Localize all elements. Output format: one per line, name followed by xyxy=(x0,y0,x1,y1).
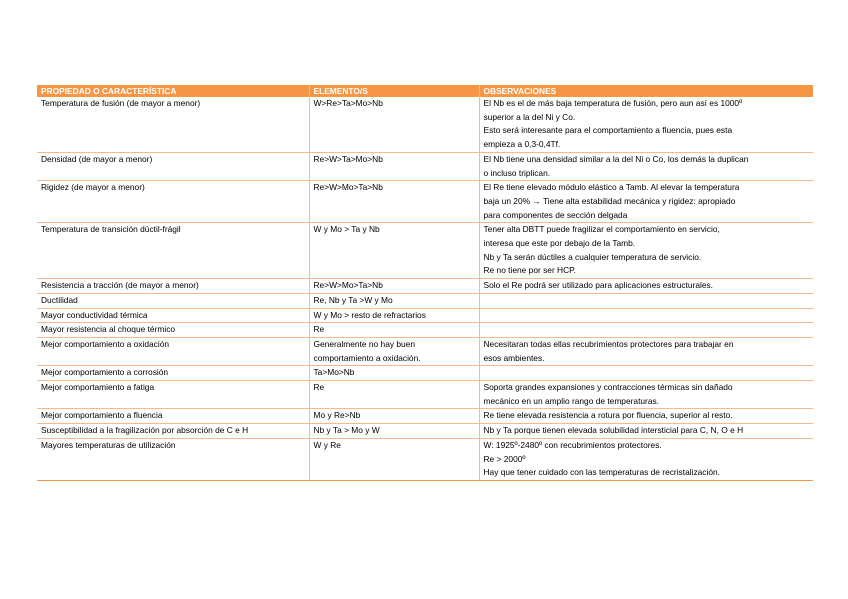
property-cell: Mayor resistencia al choque térmico xyxy=(37,323,309,338)
elements-cell xyxy=(309,97,479,152)
observations-cell xyxy=(479,323,813,338)
elements-cell xyxy=(309,337,479,365)
elements-cell xyxy=(309,366,479,381)
elements-line: comportamiento a oxidación. xyxy=(313,352,421,363)
elements-line: W>Re>Ta>Mo>Nb xyxy=(313,98,383,108)
observations-cell xyxy=(479,223,813,279)
observations-cell xyxy=(479,308,813,323)
table-row xyxy=(37,366,813,381)
property-cell: Rigidez (de mayor a menor) xyxy=(37,181,309,223)
observation-line: El Nb tiene una densidad similar a la del Ni o Co, los demás la duplican xyxy=(483,153,749,164)
elements-cell xyxy=(309,323,479,338)
observation-line: interesa que este por debajo de la Tamb. xyxy=(483,238,636,249)
observation-line: Solo el Re podrá ser utilizado para aplicaciones estructurales. xyxy=(483,280,714,291)
property-cell: Mayor conductividad térmica xyxy=(37,308,309,323)
observation-line: W: 1925º-2480º con recubrimientos protectores. xyxy=(483,439,662,450)
table-row xyxy=(37,337,813,365)
elements-cell xyxy=(309,223,479,279)
observations-cell xyxy=(479,366,813,381)
observation-line: Tener alta DBTT puede fragilizar el comportamiento en servicio, xyxy=(483,224,720,235)
observation-line: baja un 20% → Tiene alta estabilidad mecánica y rigidez: apropiado xyxy=(483,195,736,206)
property-cell: Densidad (de mayor a menor) xyxy=(37,152,309,180)
elements-cell xyxy=(309,438,479,480)
table-row xyxy=(37,424,813,439)
elements-line: Nb y Ta > Mo y W xyxy=(313,425,380,436)
elements-line: Ta>Mo>Nb xyxy=(313,367,355,378)
property-cell: Mejor comportamiento a fatiga xyxy=(37,381,309,409)
elements-line: W y Mo > resto de refractarios xyxy=(313,309,426,320)
elements-cell xyxy=(309,279,479,294)
observations-cell xyxy=(479,293,813,308)
table-row xyxy=(37,152,813,180)
observation-line: Nb y Ta serán dúctiles a cualquier temperatura de servicio. xyxy=(483,251,702,262)
observations-cell xyxy=(479,337,813,365)
property-cell: Resistencia a tracción (de mayor a menor) xyxy=(37,279,309,294)
elements-line: Re>W>Mo>Ta>Nb xyxy=(313,280,383,291)
elements-cell xyxy=(309,293,479,308)
property-cell: Temperatura de fusión (de mayor a menor) xyxy=(37,97,309,152)
observation-line: El Re tiene elevado módulo elástico a Tamb. Al elevar la temperatura xyxy=(483,182,740,193)
observations-cell xyxy=(479,279,813,294)
observation-line: Re no tiene por ser HCP. xyxy=(483,265,576,276)
observation-line: Soporta grandes expansiones y contracciones térmicas sin dañado xyxy=(483,382,733,393)
observation-line: empieza a 0,3-0,4Tf. xyxy=(483,139,561,150)
header-observations: OBSERVACIONES xyxy=(479,85,813,97)
observation-line: esos ambientes. xyxy=(483,352,545,363)
table-row xyxy=(37,181,813,223)
observation-line: Necesitaran todas ellas recubrimientos protectores para trabajar en xyxy=(483,338,734,349)
property-cell: Mayores temperaturas de utilización xyxy=(37,438,309,480)
elements-line: Re>W>Mo>Ta>Nb xyxy=(313,182,383,193)
elements-cell xyxy=(309,424,479,439)
observation-line: Re > 2000º xyxy=(483,453,526,464)
observation-line: mecánico en un amplio rango de temperaturas. xyxy=(483,395,660,406)
observations-cell xyxy=(479,409,813,424)
property-cell: Temperatura de transición dúctil-frágil xyxy=(37,223,309,279)
header-row xyxy=(37,85,813,97)
elements-line: W y Mo > Ta y Nb xyxy=(313,224,380,235)
observation-line: para componentes de sección delgada xyxy=(483,209,628,220)
elements-line: Re, Nb y Ta >W y Mo xyxy=(313,294,393,305)
property-cell: Mejor comportamiento a oxidación xyxy=(37,337,309,365)
elements-line: Generalmente no hay buen xyxy=(313,338,416,349)
observation-line: El Nb es el de más baja temperatura de fusión, pero aun así es 1000º xyxy=(483,98,743,108)
table-row xyxy=(37,409,813,424)
header-property: PROPIEDAD O CARACTERÍSTICA xyxy=(37,85,309,97)
table-row xyxy=(37,323,813,338)
table-row xyxy=(37,438,813,480)
elements-cell xyxy=(309,409,479,424)
elements-cell xyxy=(309,181,479,223)
properties-table xyxy=(37,85,813,481)
observation-line: superior a la del Ni y Co. xyxy=(483,111,576,122)
table-row xyxy=(37,97,813,152)
observations-cell xyxy=(479,152,813,180)
observations-cell xyxy=(479,181,813,223)
observation-line: Hay que tener cuidado con las temperaturas de recristalización. xyxy=(483,467,720,478)
elements-cell xyxy=(309,381,479,409)
elements-line: W y Re xyxy=(313,439,341,450)
property-cell: Ductilidad xyxy=(37,293,309,308)
observations-cell xyxy=(479,438,813,480)
header-elements: ELEMENTO/S xyxy=(309,85,479,97)
elements-cell xyxy=(309,308,479,323)
observation-line: Esto será interesante para el comportamiento a fluencia, pues esta xyxy=(483,125,733,136)
table-row xyxy=(37,293,813,308)
observations-cell xyxy=(479,424,813,439)
elements-line: Re>W>Ta>Mo>Nb xyxy=(313,153,383,164)
observation-line: o incluso triplican. xyxy=(483,167,551,178)
property-cell: Mejor comportamiento a fluencia xyxy=(37,409,309,424)
elements-line: Re xyxy=(313,324,325,335)
elements-line: Re xyxy=(313,382,325,393)
observations-cell xyxy=(479,97,813,152)
table-row xyxy=(37,308,813,323)
observation-line: Nb y Ta porque tienen elevada solubilidad intersticial para C, N, O e H xyxy=(483,425,744,436)
table-row xyxy=(37,279,813,294)
property-cell: Mejor comportamiento a corrosión xyxy=(37,366,309,381)
table-row xyxy=(37,223,813,279)
table-row xyxy=(37,381,813,409)
elements-line: Mo y Re>Nb xyxy=(313,410,361,421)
observation-line: Re tiene elevada resistencia a rotura por fluencia, superior al resto. xyxy=(483,410,733,421)
observations-cell xyxy=(479,381,813,409)
property-cell: Susceptibilidad a la fragilización por absorción de C e H xyxy=(37,424,309,439)
elements-cell xyxy=(309,152,479,180)
